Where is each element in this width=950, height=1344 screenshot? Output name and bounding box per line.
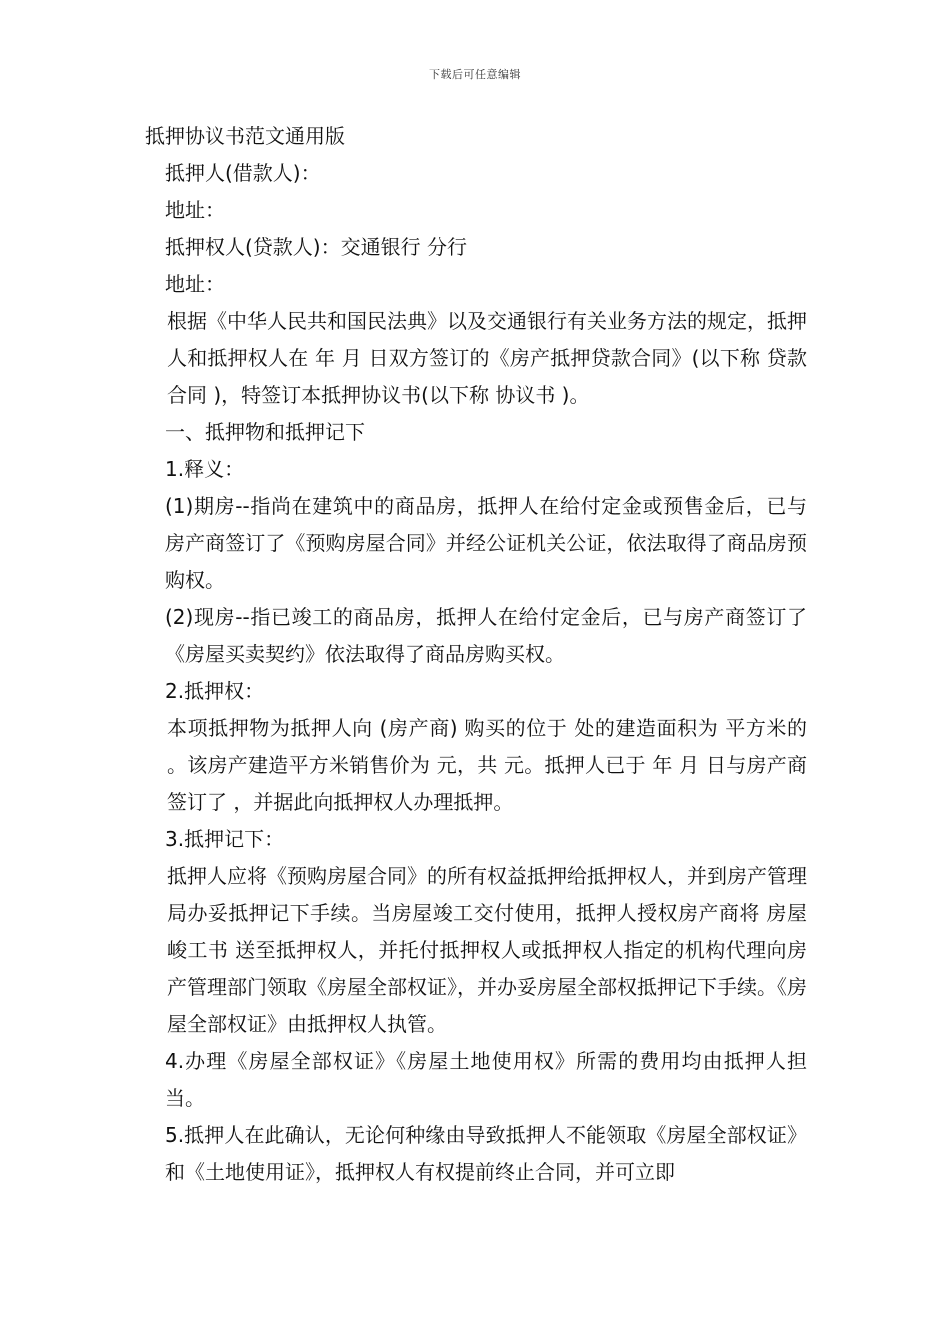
item3-heading: 3.抵押记下： (165, 827, 285, 851)
mortgagee-line: 抵押权人(贷款人)：交通银行 分行 (165, 235, 467, 259)
mortgagee-address-line: 地址： (165, 272, 225, 296)
item1-paragraph-2: (2)现房--指已竣工的商品房，抵押人在给付定金后，已与房产商签订了《房屋买卖契约》依法取得了商品房购买权。 (165, 605, 807, 666)
mortgagor-line: 抵押人(借款人)： (165, 161, 321, 185)
item1-paragraph-1: (1)期房--指尚在建筑中的商品房，抵押人在给付定金或预售金后，已与房产商签订了《预购房屋合同》并经公证机关公证，依法取得了商品房预购权。 (165, 494, 807, 592)
document-body (145, 118, 807, 1191)
item4-paragraph: 4.办理《房屋全部权证》《房屋土地使用权》所需的费用均由抵押人担当。 (165, 1049, 807, 1110)
item5-paragraph: 5.抵押人在此确认，无论何种缘由导致抵押人不能领取《房屋全部权证》和《土地使用证》，抵押权人有权提前终止合同，并可立即 (165, 1123, 807, 1184)
section1-heading: 一、抵押物和抵押记下 (165, 420, 365, 444)
item2-paragraph: 本项抵押物为抵押人向 (房产商) 购买的位于 处的建造面积为 平方米的 。该房产建造平方米销售价为 元，共 元。抵押人已于 年 月 日与房产商签订了 ，并据此向抵押权人办理抵押。 (167, 716, 807, 814)
item1-heading: 1.释义： (165, 457, 245, 481)
preamble-paragraph: 根据《中华人民共和国民法典》以及交通银行有关业务方法的规定，抵押人和抵押权人在 年 月 日双方签订的《房产抵押贷款合同》(以下称 贷款合同 )，特签订本抵押协议书(以下称 协议书 )。 (167, 309, 807, 407)
document-title: 抵押协议书范文通用版 (145, 124, 345, 148)
item3-paragraph: 抵押人应将《预购房屋合同》的所有权益抵押给抵押权人，并到房产管理局办妥抵押记下手续。当房屋竣工交付使用，抵押人授权房产商将 房屋峻工书 送至抵押权人，并托付抵押权人或抵押权人指定的机构代理向房产管理部门领取《房屋全部权证》，并办妥房屋全部权抵押记下手续。《房屋全部权证》由抵押权人执管。 (167, 864, 807, 1036)
item2-heading: 2.抵押权： (165, 679, 265, 703)
mortgagor-address-line: 地址： (165, 198, 225, 222)
header-note: 下载后可任意编辑 (429, 68, 521, 81)
